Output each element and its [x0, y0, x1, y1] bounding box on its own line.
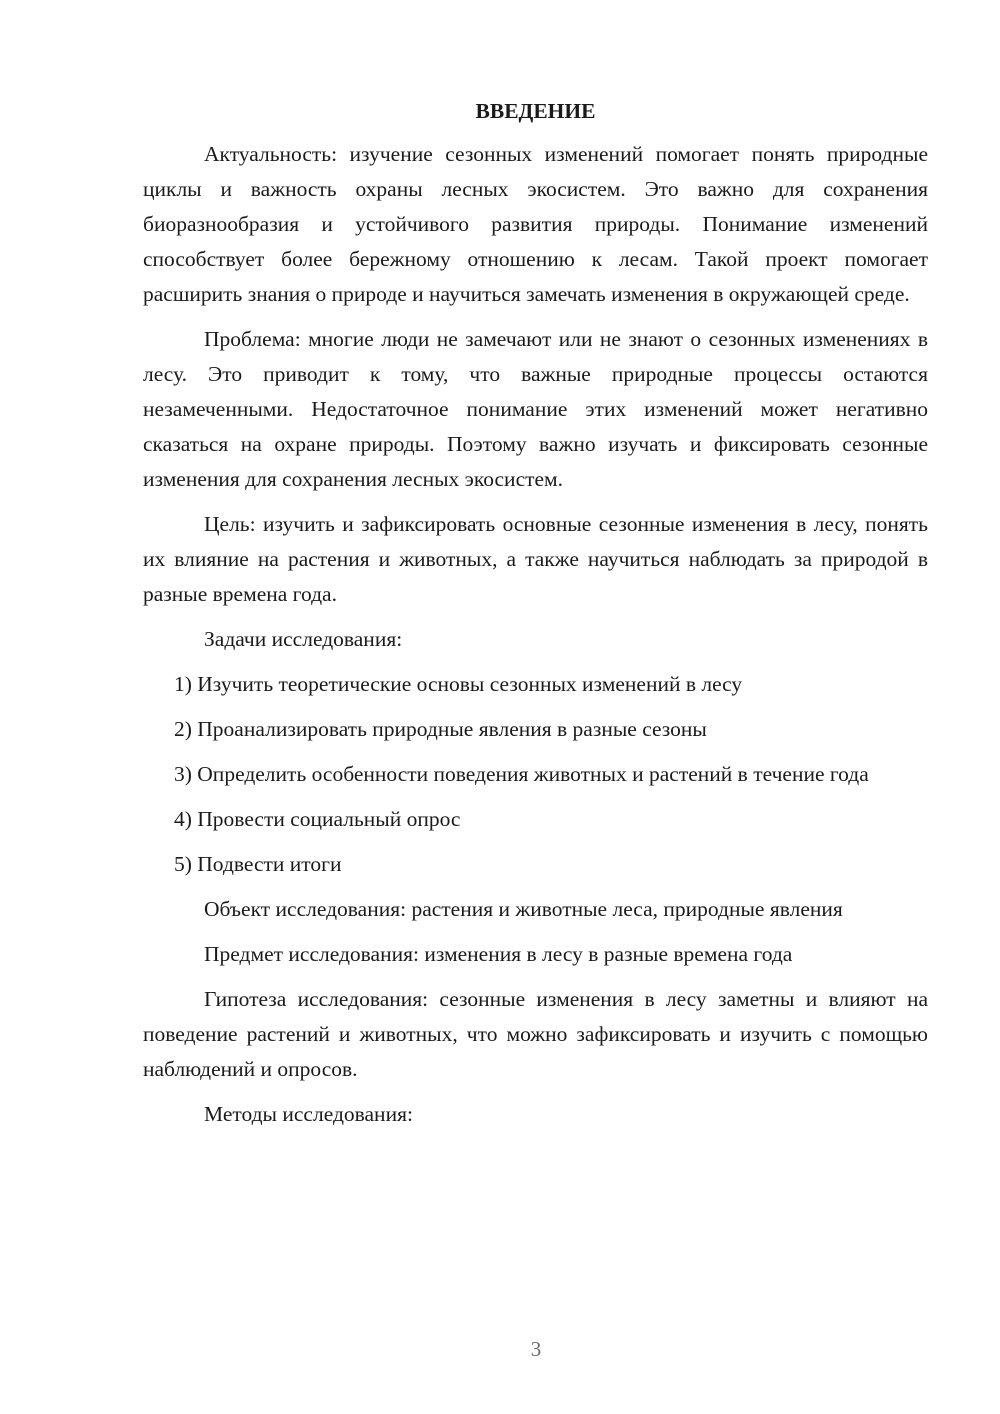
- task-item-1: 1) Изучить теоретические основы сезонных изменений в лесу: [174, 672, 743, 696]
- paragraph-hypothesis: Гипотеза исследования: сезонные изменения в лесу заметны и влияют на поведение растений и животных, что можно зафиксировать и изучить с помощью наблюдений и опросов.: [143, 987, 928, 1081]
- page-content: [143, 94, 928, 1142]
- paragraph-methods: Методы исследования:: [204, 1102, 413, 1126]
- task-item-2: 2) Проанализировать природные явления в разные сезоны: [174, 717, 707, 741]
- paragraph-relevance: Актуальность: изучение сезонных изменений помогает понять природные циклы и важность охраны лесных экосистем. Это важно для сохранения биоразнообразия и устойчивого развития природы. Понимание изменений способствует более бережному отношению к лесам. Такой проект помогает расширить знания о природе и научиться замечать изменения в окружающей среде.: [143, 142, 928, 306]
- task-item-4: 4) Провести социальный опрос: [174, 807, 461, 831]
- paragraph-subject: Предмет исследования: изменения в лесу в разные времена года: [204, 942, 793, 966]
- paragraph-object: Объект исследования: растения и животные леса, природные явления: [204, 897, 843, 921]
- page-number: 3: [530, 1337, 542, 1361]
- task-item-5: 5) Подвести итоги: [174, 852, 342, 876]
- tasks-heading: Задачи исследования:: [204, 627, 403, 651]
- section-title: ВВЕДЕНИЕ: [475, 99, 596, 123]
- paragraph-problem: Проблема: многие люди не замечают или не знают о сезонных изменениях в лесу. Это приводит к тому, что важные природные процессы остаются незамеченными. Недостаточное понимание этих изменений может негативно сказаться на охране природы. Поэтому важно изучать и фиксировать сезонные изменения для сохранения лесных экосистем.: [143, 327, 928, 491]
- paragraph-goal: Цель: изучить и зафиксировать основные сезонные изменения в лесу, понять их влияние на растения и животных, а также научиться наблюдать за природой в разные времена года.: [143, 512, 928, 606]
- task-item-3: 3) Определить особенности поведения животных и растений в течение года: [174, 762, 869, 786]
